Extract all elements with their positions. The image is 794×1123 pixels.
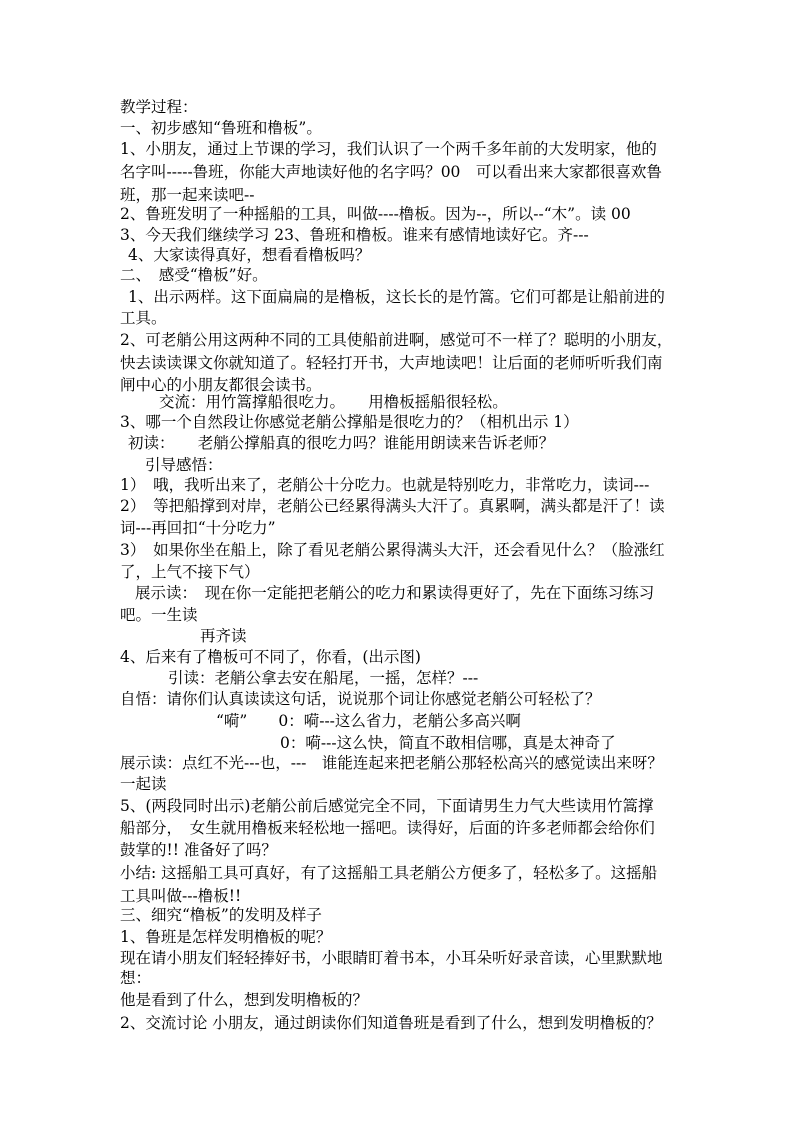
text-line: 1、出示两样。这下面扁扁的是橹板，这长长的是竹篙。它们可都是让船前进的	[128, 288, 665, 306]
text-line: 一、初步感知“鲁班和橹板”。	[120, 119, 322, 137]
text-line: 1） 哦，我听出来了，老艄公十分吃力。也就是特别吃力，非常吃力，读词---	[120, 476, 650, 494]
text-line: 5、(两段同时出示)老艄公前后感觉完全不同，下面请男生力气大些读用竹篙撑	[120, 797, 654, 815]
text-line: 3、今天我们继续学习 23、鲁班和橹板。谁来有感情地读好它。齐---	[120, 226, 589, 244]
text-line: 1、鲁班是怎样发明橹板的呢？	[120, 928, 332, 946]
text-line: 工具叫做---橹板!!	[120, 887, 242, 905]
text-line: 交流：用竹篙撑船很吃力。 用橹板摇船很轻松。	[159, 393, 508, 411]
text-line: 想：	[120, 969, 152, 987]
text-line: 展示读：点红不光---也，--- 谁能连起来把老艄公那轻松高兴的感觉读出来呀？	[120, 754, 663, 772]
text-line: 初读： 老艄公撑船真的很吃力吗？谁能用朗读来告诉老师？	[128, 434, 555, 452]
text-line: 快去读读课文你就知道了。轻轻打开书，大声地读吧！让后面的老师听听我们南	[120, 354, 663, 372]
text-line: 鼓掌的!! 准备好了吗？	[120, 841, 277, 859]
text-line: 引导感悟：	[145, 456, 223, 474]
text-line: 了，上气不接下气）	[120, 563, 260, 581]
text-line: 名字叫-----鲁班，你能大声地读好他的名字吗？00 可以看出来大家都很喜欢鲁	[120, 163, 662, 181]
text-line: 引读：老艄公拿去安在船尾，一摇，怎样？---	[168, 669, 479, 687]
text-line: 再齐读	[200, 627, 247, 645]
text-line: 吧。一生读	[120, 606, 198, 624]
text-line: 2） 等把船撑到对岸，老艄公已经累得满头大汗了。真累啊，满头都是汗了！读	[120, 497, 665, 515]
text-line: 3、哪一个自然段让你感觉老艄公撑船是很吃力的？（相机出示 1）	[120, 413, 579, 431]
text-line: 3） 如果你坐在船上，除了看见老艄公累得满头大汗，还会看见什么？（脸涨红	[120, 541, 665, 559]
text-line: 教学过程：	[120, 98, 198, 116]
text-line: “嗬” 0：嗬---这么省力，老艄公多高兴啊	[216, 712, 521, 730]
text-line: 自悟：请你们认真读读这句话，说说那个词让你感觉老艄公可轻松了？	[120, 690, 601, 708]
section-heading: 三、细究“橹板”的发明及样子	[120, 906, 322, 924]
text-line: 工具。	[120, 309, 167, 327]
text-line: 展示读： 现在你一定能把老艄公的吃力和累读得更好了，先在下面练习练习	[135, 584, 655, 602]
text-line: 2、可老艄公用这两种不同的工具使船前进啊，感觉可不一样了？聪明的小朋友，	[120, 331, 673, 349]
text-line: 他是看到了什么，想到发明橹板的？	[120, 991, 369, 1009]
text-line: 小结: 这摇船工具可真好，有了这摇船工具老艄公方便多了，轻松多了。这摇船	[120, 864, 658, 882]
text-line: 1、小朋友，通过上节课的学习，我们认识了一个两千多年前的大发明家，他的	[120, 140, 657, 158]
text-line: 船部分， 女生就用橹板来轻松地一摇吧。读得好，后面的许多老师都会给你们	[120, 819, 655, 837]
text-line: 一起读	[120, 775, 167, 793]
text-line: 2、交流讨论 小朋友，通过朗读你们知道鲁班是看到了什么，想到发明橹板的？	[120, 1014, 662, 1032]
text-line: 词---再回扣“十分吃力”	[120, 519, 276, 537]
text-line: 0：嗬---这么快，简直不敢相信哪，真是太神奇了	[280, 734, 616, 752]
text-line: 闸中心的小朋友都很会读书。	[120, 376, 322, 394]
text-line: 现在请小朋友们轻轻捧好书，小眼睛盯着书本，小耳朵听好录音读，心里默默地	[120, 949, 663, 967]
text-line: 4、后来有了橹板可不同了，你看，(出示图)	[120, 648, 421, 666]
text-line: 2、鲁班发明了一种摇船的工具，叫做----橹板。因为--，所以--“木”。读 00	[120, 205, 631, 223]
section-heading: 二、 感受“橹板”好。	[120, 266, 268, 284]
text-line: 4、大家读得真好，想看看橹板吗？	[128, 246, 371, 264]
text-line: 班，那一起来读吧--	[120, 186, 255, 204]
